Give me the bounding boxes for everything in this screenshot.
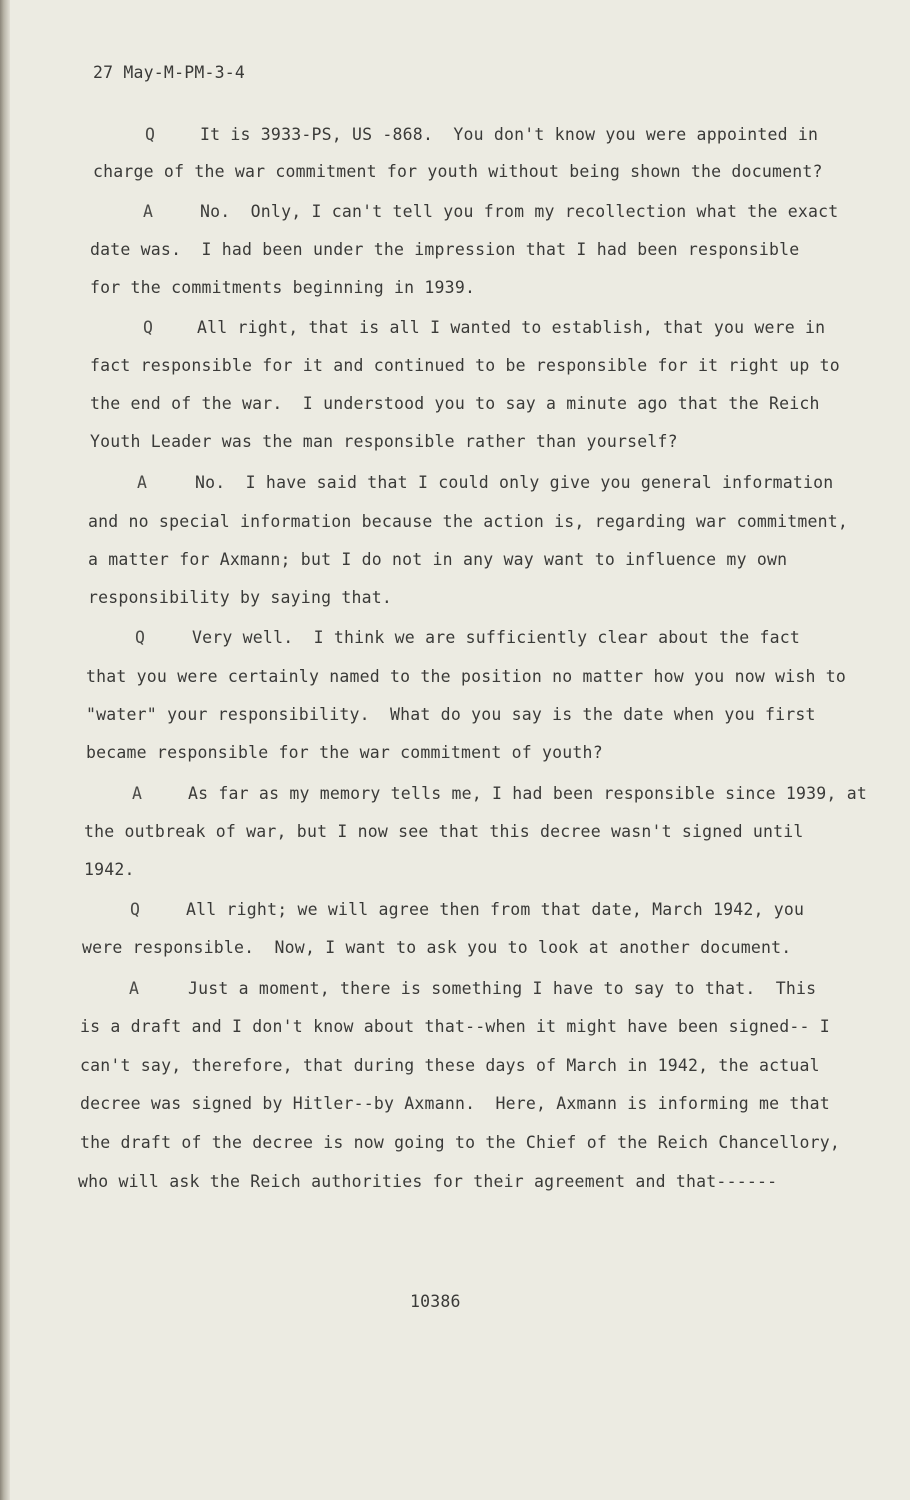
transcript-line: the outbreak of war, but I now see that this decree wasn't signed until xyxy=(84,822,804,841)
transcript-line: responsibility by saying that. xyxy=(88,588,393,607)
page-edge xyxy=(0,0,10,1500)
transcript-line: No. I have said that I could only give you general information xyxy=(195,473,834,492)
transcript-line: for the commitments beginning in 1939. xyxy=(90,278,476,297)
speaker-label: Q xyxy=(145,125,156,144)
transcript-line: decree was signed by Hitler--by Axmann. Here, Axmann is informing me that xyxy=(80,1094,830,1113)
transcript-line: Just a moment, there is something I have to say to that. This xyxy=(188,979,817,998)
transcript-line: date was. I had been under the impression that I had been responsible xyxy=(90,240,800,259)
transcript-line: who will ask the Reich authorities for their agreement and that------ xyxy=(78,1172,778,1191)
transcript-line: All right; we will agree then from that date, March 1942, you xyxy=(186,900,805,919)
transcript-line: Youth Leader was the man responsible rather than yourself? xyxy=(90,432,678,451)
transcript-line: became responsible for the war commitment of youth? xyxy=(86,743,603,762)
speaker-label: A xyxy=(137,473,148,492)
transcript-line: 1942. xyxy=(84,860,135,879)
transcript-line: fact responsible for it and continued to be responsible for it right up to xyxy=(90,356,840,375)
document-header-id: 27 May-M-PM-3-4 xyxy=(93,63,246,82)
transcript-line: Very well. I think we are sufficiently clear about the fact xyxy=(192,628,801,647)
transcript-line: the draft of the decree is now going to the Chief of the Reich Chancellory, xyxy=(80,1133,841,1152)
transcript-line: can't say, therefore, that during these days of March in 1942, the actual xyxy=(80,1056,820,1075)
transcript-line: were responsible. Now, I want to ask you to look at another document. xyxy=(82,938,792,957)
transcript-line: As far as my memory tells me, I had been responsible since 1939, at xyxy=(188,784,867,803)
transcript-line: the end of the war. I understood you to say a minute ago that the Reich xyxy=(90,394,820,413)
transcript-line: charge of the war commitment for youth without being shown the document? xyxy=(93,162,823,181)
transcript-line: All right, that is all I wanted to establish, that you were in xyxy=(197,318,826,337)
speaker-label: Q xyxy=(130,900,141,919)
speaker-label: Q xyxy=(135,628,146,647)
transcript-line: a matter for Axmann; but I do not in any way want to influence my own xyxy=(88,550,788,569)
speaker-label: A xyxy=(132,784,143,803)
speaker-label: Q xyxy=(143,318,154,337)
transcript-line: is a draft and I don't know about that--when it might have been signed-- I xyxy=(80,1017,830,1036)
transcript-line: and no special information because the action is, regarding war commitment, xyxy=(88,512,849,531)
transcript-line: It is 3933-PS, US -868. You don't know you were appointed in xyxy=(200,125,819,144)
transcript-line: No. Only, I can't tell you from my recollection what the exact xyxy=(200,202,839,221)
page-number: 10386 xyxy=(410,1292,461,1311)
transcript-line: "water" your responsibility. What do you say is the date when you first xyxy=(86,705,816,724)
transcript-line: that you were certainly named to the position no matter how you now wish to xyxy=(86,667,847,686)
speaker-label: A xyxy=(129,979,140,998)
speaker-label: A xyxy=(143,202,154,221)
